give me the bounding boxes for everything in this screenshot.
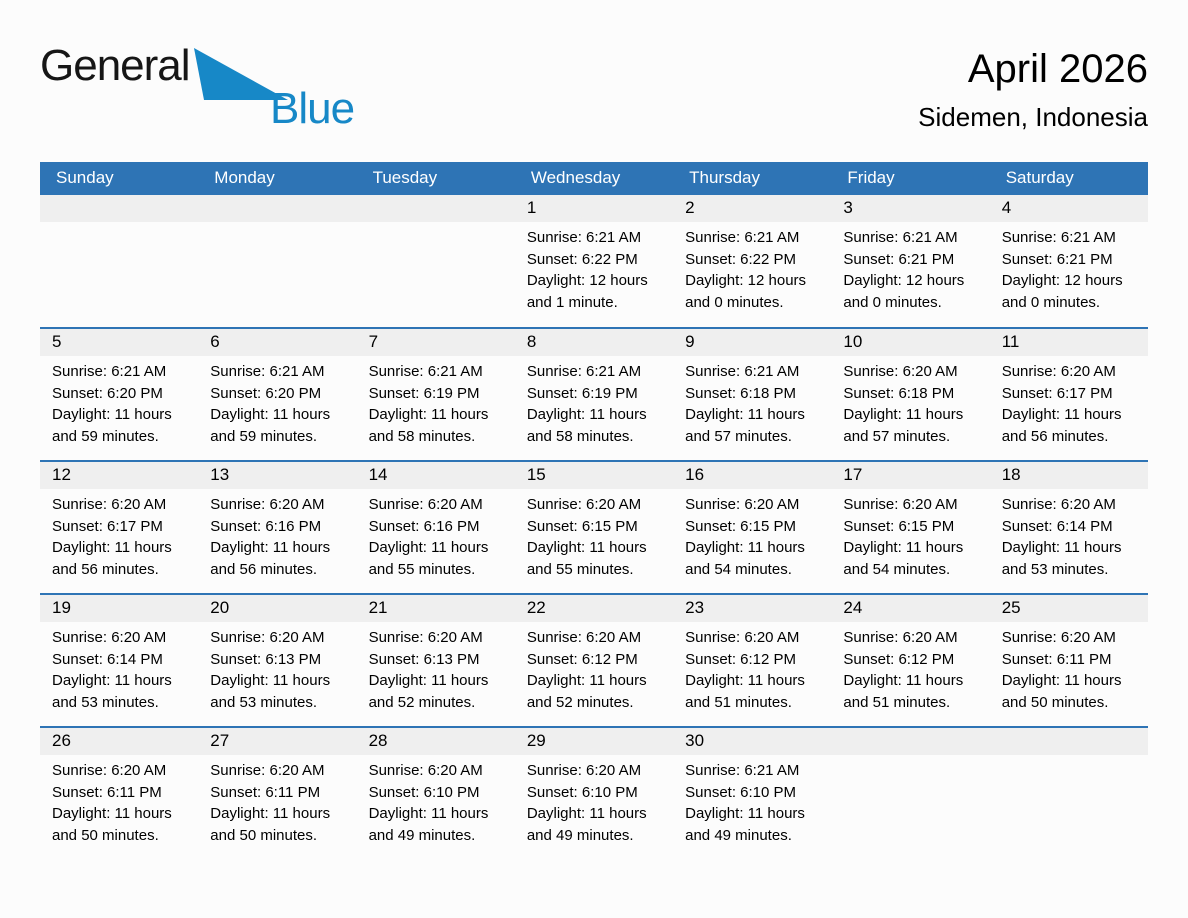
day-details	[831, 489, 989, 580]
sunrise-text: Sunrise: 6:20 AM	[526, 629, 642, 646]
daylight-text: Daylight: 12 hours and 1 minute.	[526, 272, 648, 311]
day-details	[357, 755, 515, 846]
sunrise-text: Sunrise: 6:20 AM	[52, 496, 167, 513]
day-details	[198, 356, 356, 447]
sunrise-text: Sunrise: 6:20 AM	[210, 629, 325, 646]
daylight-text: Daylight: 11 hours and 53 minutes.	[52, 672, 172, 711]
day-header-tuesday: Tuesday	[357, 162, 515, 195]
calendar-body	[40, 195, 1148, 860]
sunset-text: Sunset: 6:12 PM	[843, 650, 955, 668]
day-cell	[673, 727, 831, 860]
day-number: 13	[198, 462, 356, 489]
sunset-text: Sunset: 6:16 PM	[210, 517, 322, 535]
day-details	[40, 622, 198, 713]
day-number: 15	[515, 462, 673, 489]
sunrise-text: Sunrise: 6:20 AM	[368, 762, 483, 779]
daylight-text: Daylight: 11 hours and 53 minutes.	[210, 672, 331, 711]
daylight-text: Daylight: 11 hours and 51 minutes.	[685, 672, 805, 711]
day-cell	[673, 461, 831, 594]
day-details	[357, 356, 515, 447]
daylight-text: Daylight: 11 hours and 51 minutes.	[843, 672, 964, 711]
sunset-text: Sunset: 6:15 PM	[843, 517, 955, 535]
daylight-text: Daylight: 12 hours and 0 minutes.	[1001, 272, 1123, 311]
masthead	[40, 41, 1148, 154]
day-cell	[198, 461, 356, 594]
sunrise-text: Sunrise: 6:20 AM	[843, 496, 958, 513]
day-number: 21	[357, 595, 515, 622]
empty-day-cell	[831, 727, 989, 860]
day-header-friday: Friday	[831, 162, 989, 195]
daylight-text: Daylight: 11 hours and 49 minutes.	[526, 805, 647, 844]
day-cell	[357, 727, 515, 860]
day-details	[198, 755, 356, 846]
day-cell	[673, 328, 831, 461]
sunset-text: Sunset: 6:21 PM	[843, 250, 955, 268]
sunset-text: Sunset: 6:17 PM	[52, 517, 163, 535]
day-number: 6	[198, 329, 356, 356]
day-number: 24	[831, 595, 989, 622]
month-title: April 2026	[967, 47, 1148, 91]
sunset-text: Sunset: 6:20 PM	[210, 384, 322, 402]
day-number: 25	[990, 595, 1148, 622]
day-number: 3	[831, 195, 989, 222]
daylight-text: Daylight: 11 hours and 57 minutes.	[685, 406, 805, 445]
sunset-text: Sunset: 6:11 PM	[52, 783, 162, 801]
sunrise-text: Sunrise: 6:20 AM	[1001, 496, 1116, 513]
sunset-text: Sunset: 6:10 PM	[368, 783, 480, 801]
day-number: 4	[990, 195, 1148, 222]
day-details	[673, 489, 831, 580]
daylight-text: Daylight: 12 hours and 0 minutes.	[685, 272, 807, 311]
day-number: 22	[515, 595, 673, 622]
sunrise-text: Sunrise: 6:20 AM	[526, 762, 642, 779]
daylight-text: Daylight: 11 hours and 49 minutes.	[685, 805, 805, 844]
day-number: 5	[40, 329, 198, 356]
sunset-text: Sunset: 6:19 PM	[368, 384, 480, 402]
day-details	[40, 356, 198, 447]
day-details	[515, 489, 673, 580]
day-number: 14	[357, 462, 515, 489]
day-header-saturday: Saturday	[990, 162, 1148, 195]
daylight-text: Daylight: 11 hours and 59 minutes.	[210, 406, 331, 445]
day-details	[40, 489, 198, 580]
day-details	[831, 222, 989, 313]
day-header-monday: Monday	[198, 162, 356, 195]
day-cell	[831, 328, 989, 461]
day-cell	[40, 461, 198, 594]
day-cell	[673, 195, 831, 328]
daylight-text: Daylight: 11 hours and 54 minutes.	[685, 539, 805, 578]
sunrise-text: Sunrise: 6:21 AM	[526, 363, 642, 380]
day-cell	[990, 461, 1148, 594]
day-number: 30	[673, 728, 831, 755]
sunrise-text: Sunrise: 6:20 AM	[843, 363, 958, 380]
sunrise-text: Sunrise: 6:20 AM	[685, 629, 800, 646]
daylight-text: Daylight: 11 hours and 57 minutes.	[843, 406, 964, 445]
day-number	[831, 728, 989, 755]
daylight-text: Daylight: 11 hours and 56 minutes.	[52, 539, 172, 578]
day-details	[515, 755, 673, 846]
day-number: 28	[357, 728, 515, 755]
daylight-text: Daylight: 11 hours and 59 minutes.	[52, 406, 172, 445]
day-number: 20	[198, 595, 356, 622]
sunrise-text: Sunrise: 6:20 AM	[843, 629, 958, 646]
week-row	[40, 195, 1148, 328]
day-number	[990, 728, 1148, 755]
day-details	[673, 222, 831, 313]
sunset-text: Sunset: 6:14 PM	[1001, 517, 1113, 535]
day-number: 1	[515, 195, 673, 222]
day-details	[198, 622, 356, 713]
day-cell	[515, 594, 673, 727]
day-number: 8	[515, 329, 673, 356]
sunset-text: Sunset: 6:22 PM	[685, 250, 797, 268]
daylight-text: Daylight: 11 hours and 50 minutes.	[1001, 672, 1122, 711]
day-details	[990, 622, 1148, 713]
daylight-text: Daylight: 11 hours and 49 minutes.	[368, 805, 489, 844]
day-number: 18	[990, 462, 1148, 489]
day-cell	[357, 328, 515, 461]
day-details	[990, 489, 1148, 580]
day-number: 19	[40, 595, 198, 622]
day-details	[515, 622, 673, 713]
sunrise-text: Sunrise: 6:21 AM	[843, 229, 958, 246]
day-cell	[831, 594, 989, 727]
day-cell	[831, 461, 989, 594]
week-row	[40, 594, 1148, 727]
week-row	[40, 328, 1148, 461]
logo-text-general: General	[40, 41, 190, 90]
daylight-text: Daylight: 11 hours and 50 minutes.	[210, 805, 331, 844]
day-cell	[990, 594, 1148, 727]
daylight-text: Daylight: 11 hours and 56 minutes.	[1001, 406, 1122, 445]
day-number	[198, 195, 356, 222]
sunset-text: Sunset: 6:15 PM	[526, 517, 638, 535]
sunset-text: Sunset: 6:11 PM	[1001, 650, 1112, 668]
weekday-header-row	[40, 162, 1148, 195]
day-details	[831, 356, 989, 447]
sunset-text: Sunset: 6:11 PM	[210, 783, 321, 801]
day-number: 9	[673, 329, 831, 356]
sunrise-text: Sunrise: 6:20 AM	[210, 762, 325, 779]
sunrise-text: Sunrise: 6:20 AM	[1001, 363, 1116, 380]
sunrise-text: Sunrise: 6:20 AM	[1001, 629, 1116, 646]
day-details	[990, 222, 1148, 313]
day-cell	[515, 727, 673, 860]
sunrise-text: Sunrise: 6:21 AM	[685, 363, 800, 380]
sunset-text: Sunset: 6:20 PM	[52, 384, 163, 402]
day-cell	[357, 594, 515, 727]
day-number: 11	[990, 329, 1148, 356]
sunset-text: Sunset: 6:13 PM	[368, 650, 480, 668]
day-number: 7	[357, 329, 515, 356]
daylight-text: Daylight: 11 hours and 50 minutes.	[52, 805, 172, 844]
calendar-table	[40, 162, 1148, 860]
daylight-text: Daylight: 11 hours and 52 minutes.	[368, 672, 489, 711]
sunset-text: Sunset: 6:18 PM	[843, 384, 955, 402]
day-number: 2	[673, 195, 831, 222]
sunrise-text: Sunrise: 6:20 AM	[210, 496, 325, 513]
sunrise-text: Sunrise: 6:20 AM	[52, 629, 167, 646]
day-cell	[40, 594, 198, 727]
sunrise-text: Sunrise: 6:21 AM	[210, 363, 325, 380]
day-cell	[357, 461, 515, 594]
empty-day-cell	[357, 195, 515, 328]
day-details	[673, 356, 831, 447]
sunrise-text: Sunrise: 6:21 AM	[368, 363, 483, 380]
day-cell	[40, 328, 198, 461]
sunrise-text: Sunrise: 6:21 AM	[526, 229, 642, 246]
daylight-text: Daylight: 12 hours and 0 minutes.	[843, 272, 965, 311]
day-cell	[515, 328, 673, 461]
daylight-text: Daylight: 11 hours and 53 minutes.	[1001, 539, 1122, 578]
sunrise-text: Sunrise: 6:21 AM	[685, 229, 800, 246]
day-number	[357, 195, 515, 222]
sunset-text: Sunset: 6:12 PM	[526, 650, 638, 668]
sunrise-text: Sunrise: 6:20 AM	[368, 496, 483, 513]
day-number: 27	[198, 728, 356, 755]
day-cell	[990, 328, 1148, 461]
day-details	[831, 622, 989, 713]
title-block	[918, 44, 1148, 133]
daylight-text: Daylight: 11 hours and 54 minutes.	[843, 539, 964, 578]
day-details	[515, 356, 673, 447]
sunset-text: Sunset: 6:15 PM	[685, 517, 797, 535]
daylight-text: Daylight: 11 hours and 55 minutes.	[526, 539, 647, 578]
day-details	[673, 622, 831, 713]
sunset-text: Sunset: 6:10 PM	[526, 783, 638, 801]
week-row	[40, 727, 1148, 860]
day-number: 23	[673, 595, 831, 622]
sunset-text: Sunset: 6:22 PM	[526, 250, 638, 268]
empty-day-cell	[198, 195, 356, 328]
day-details	[40, 755, 198, 846]
day-number: 16	[673, 462, 831, 489]
location-subtitle: Sidemen, Indonesia	[918, 102, 1148, 132]
sunrise-text: Sunrise: 6:21 AM	[685, 762, 800, 779]
day-cell	[515, 195, 673, 328]
sunrise-text: Sunrise: 6:21 AM	[52, 363, 167, 380]
day-number: 29	[515, 728, 673, 755]
day-details	[357, 489, 515, 580]
day-cell	[673, 594, 831, 727]
day-details	[515, 222, 673, 313]
day-cell	[198, 328, 356, 461]
daylight-text: Daylight: 11 hours and 58 minutes.	[368, 406, 489, 445]
day-cell	[990, 195, 1148, 328]
daylight-text: Daylight: 11 hours and 56 minutes.	[210, 539, 331, 578]
daylight-text: Daylight: 11 hours and 58 minutes.	[526, 406, 647, 445]
day-number	[40, 195, 198, 222]
sunrise-text: Sunrise: 6:20 AM	[368, 629, 483, 646]
sunrise-text: Sunrise: 6:20 AM	[526, 496, 642, 513]
daylight-text: Daylight: 11 hours and 55 minutes.	[368, 539, 489, 578]
sunset-text: Sunset: 6:21 PM	[1001, 250, 1113, 268]
sunset-text: Sunset: 6:12 PM	[685, 650, 797, 668]
day-header-sunday: Sunday	[40, 162, 198, 195]
day-cell	[40, 727, 198, 860]
sunset-text: Sunset: 6:10 PM	[685, 783, 797, 801]
sunrise-text: Sunrise: 6:21 AM	[1001, 229, 1116, 246]
day-details	[673, 755, 831, 846]
sunset-text: Sunset: 6:17 PM	[1001, 384, 1113, 402]
day-cell	[198, 594, 356, 727]
day-details	[990, 356, 1148, 447]
sunset-text: Sunset: 6:13 PM	[210, 650, 322, 668]
day-details	[198, 489, 356, 580]
day-number: 10	[831, 329, 989, 356]
day-cell	[515, 461, 673, 594]
day-header-wednesday: Wednesday	[515, 162, 673, 195]
sunset-text: Sunset: 6:18 PM	[685, 384, 797, 402]
day-header-thursday: Thursday	[673, 162, 831, 195]
day-cell	[831, 195, 989, 328]
day-details	[357, 622, 515, 713]
empty-day-cell	[990, 727, 1148, 860]
day-cell	[198, 727, 356, 860]
day-number: 17	[831, 462, 989, 489]
logo-text-blue: Blue	[270, 84, 355, 133]
empty-day-cell	[40, 195, 198, 328]
sunset-text: Sunset: 6:16 PM	[368, 517, 480, 535]
week-row	[40, 461, 1148, 594]
sunset-text: Sunset: 6:14 PM	[52, 650, 163, 668]
sunrise-text: Sunrise: 6:20 AM	[52, 762, 167, 779]
general-blue-logo	[40, 41, 470, 133]
day-number: 26	[40, 728, 198, 755]
daylight-text: Daylight: 11 hours and 52 minutes.	[526, 672, 647, 711]
day-number: 12	[40, 462, 198, 489]
sunset-text: Sunset: 6:19 PM	[526, 384, 638, 402]
sunrise-text: Sunrise: 6:20 AM	[685, 496, 800, 513]
